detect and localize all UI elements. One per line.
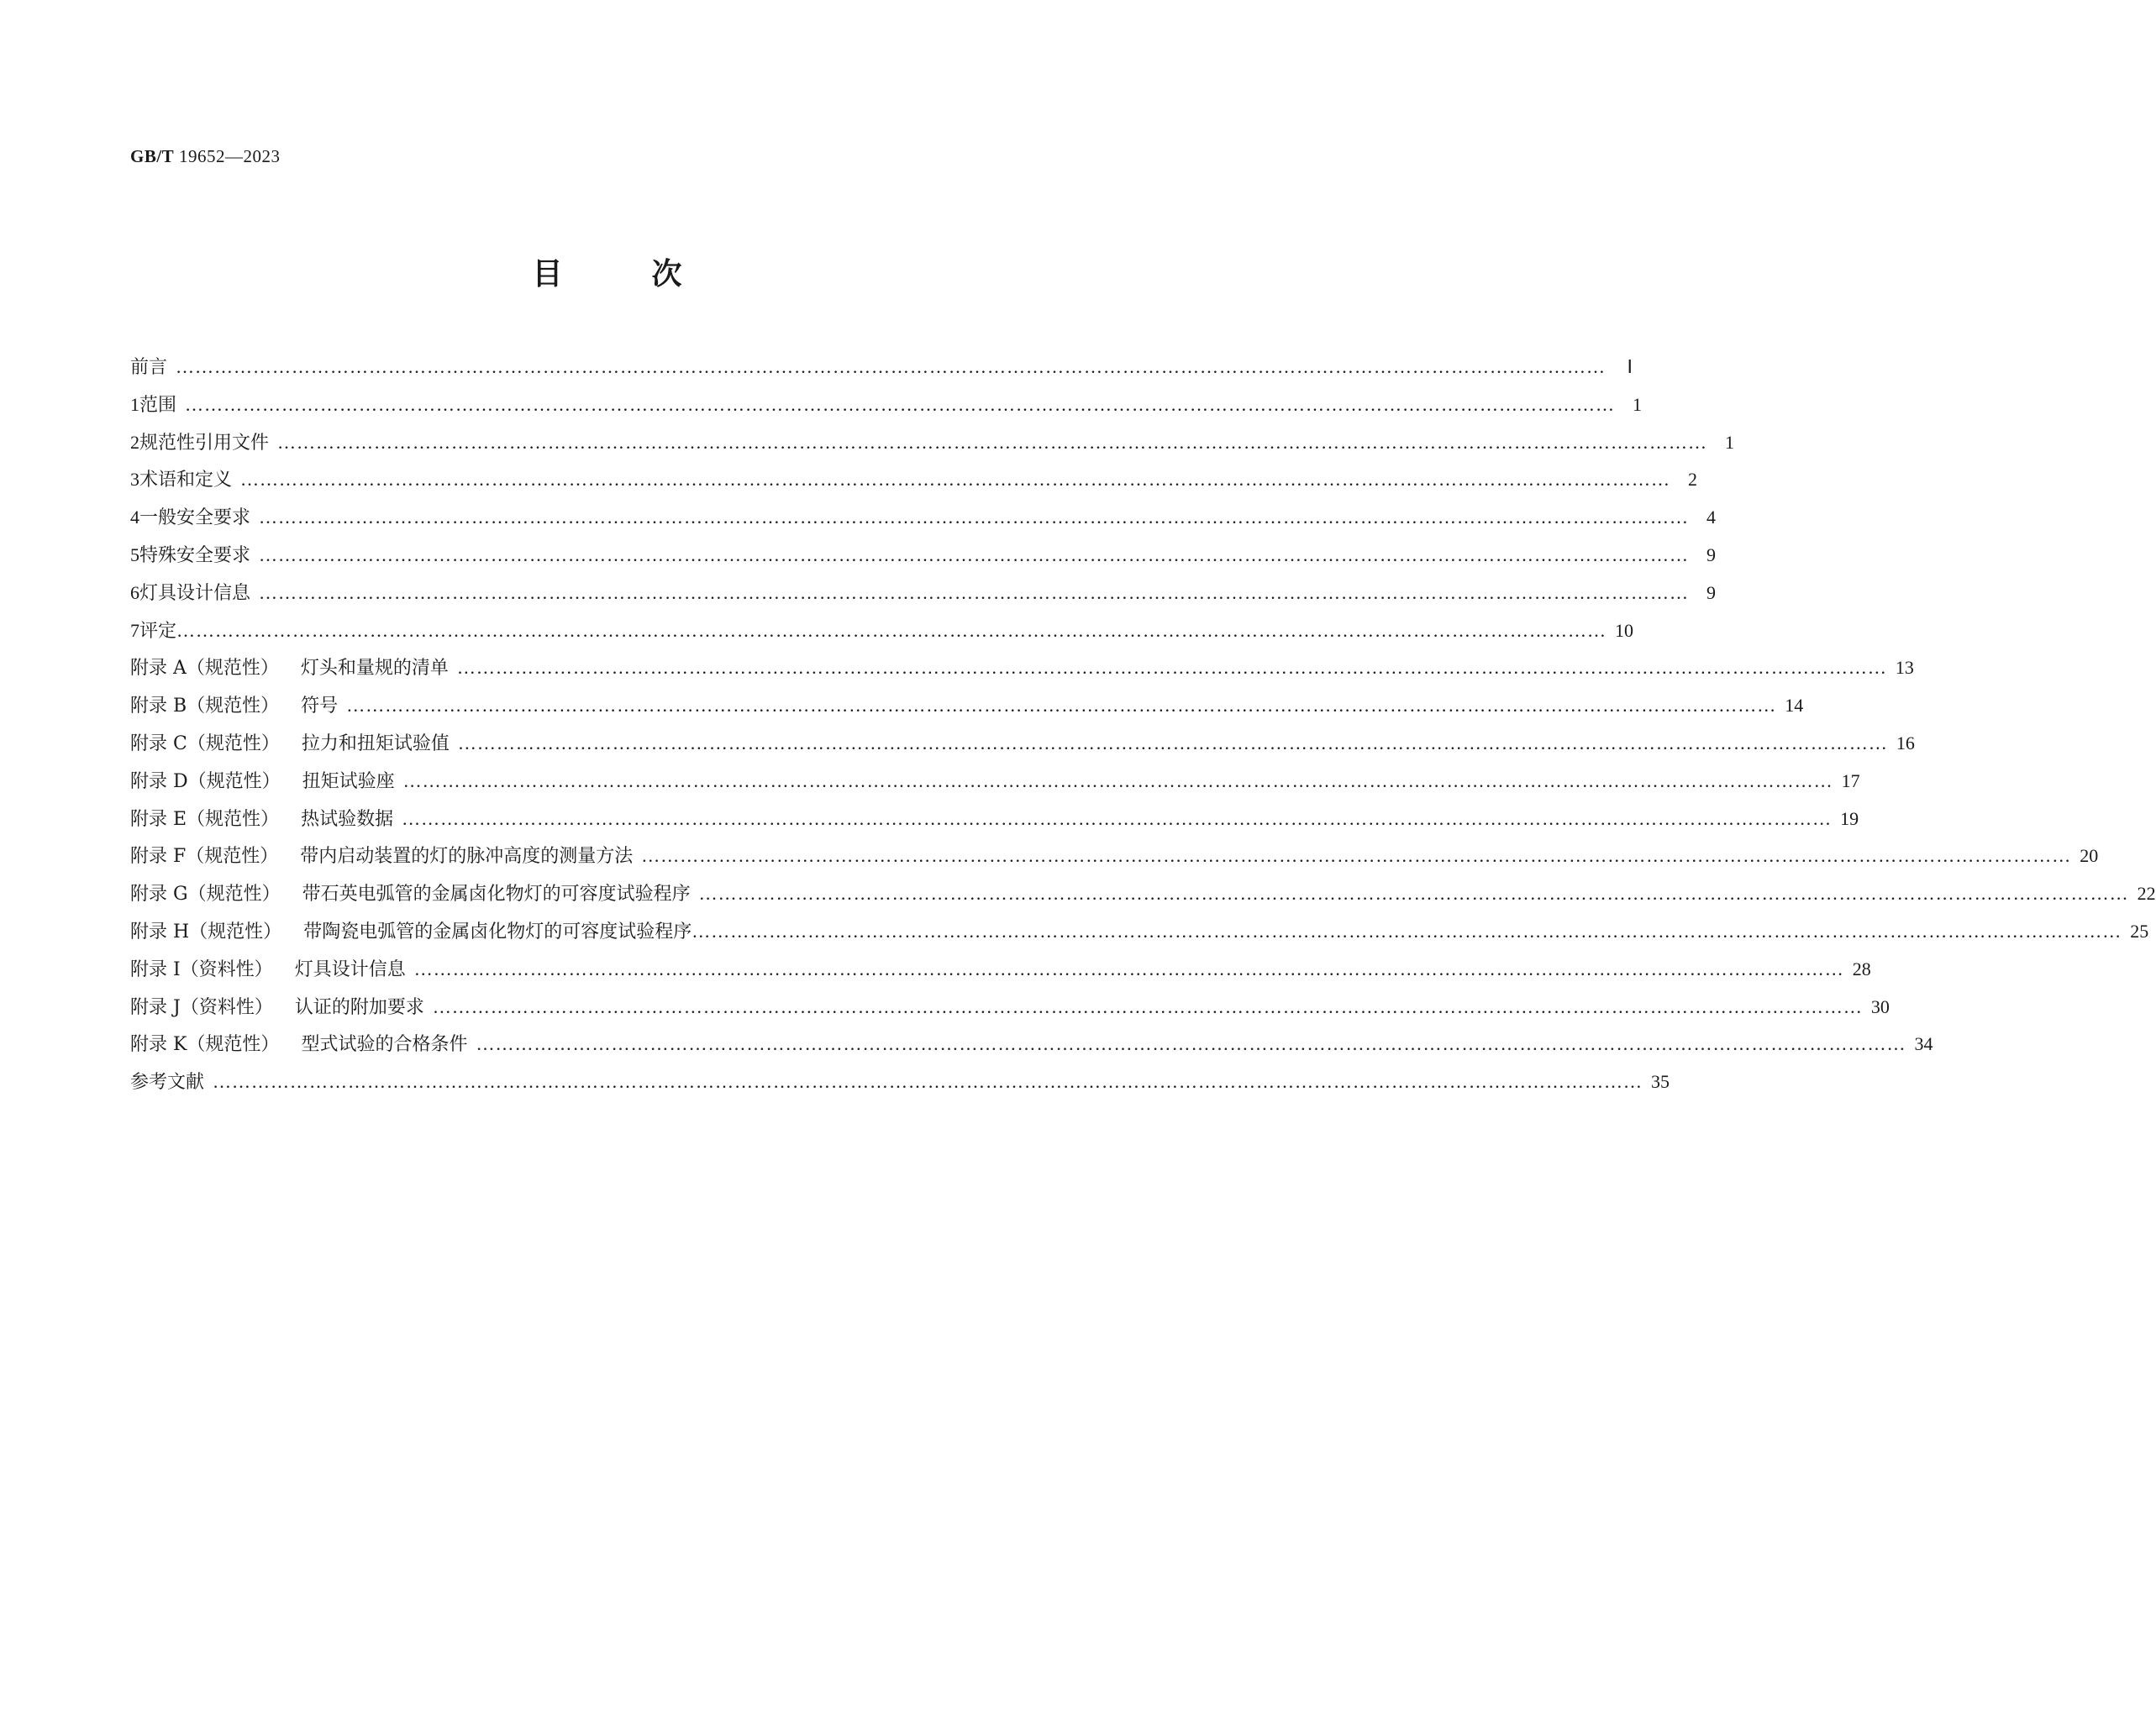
toc-label: 带内启动装置的灯的脉冲高度的测量方法	[300, 846, 634, 868]
toc-label: 灯具设计信息	[294, 958, 406, 980]
leader-dots: ……………………………………………………………………………………………………………………………………………………………………………………………………	[456, 657, 1887, 679]
leader-dots: ……………………………………………………………………………………………………………………………………………………………………………………………………	[240, 469, 1671, 491]
document-header	[130, 146, 280, 167]
toc-page-number: 30	[1870, 995, 1890, 1017]
toc-page-number: 9	[1706, 581, 1717, 603]
leader-dots: ……………………………………………………………………………………………………………………………………………………………………………………………………	[691, 920, 2122, 942]
toc-entry-annex-a[interactable]	[130, 649, 1914, 687]
leader-dots: ……………………………………………………………………………………………………………………………………………………………………………………………………	[432, 995, 1863, 1017]
toc-page-number: 13	[1895, 657, 1914, 679]
leader-dots: ……………………………………………………………………………………………………………………………………………………………………………………………………	[698, 883, 2129, 905]
toc-page-number: 4	[1706, 507, 1717, 528]
toc-entry-chapter-5[interactable]	[130, 537, 1717, 575]
toc-page-number: 1	[1633, 393, 1643, 415]
toc-entry-annex-e[interactable]	[130, 801, 1859, 838]
toc-entry-annex-f[interactable]	[130, 837, 2099, 875]
toc-page-number: 35	[1651, 1071, 1670, 1093]
annex-prefix: 附录 I（资料性）	[130, 958, 273, 980]
toc-entry-chapter-7[interactable]	[130, 612, 1634, 650]
toc-entry-chapter-3[interactable]	[130, 461, 1698, 499]
toc-page-number: Ⅰ	[1627, 356, 1633, 377]
annex-prefix: 附录 B（规范性）	[130, 696, 280, 717]
toc-entry-preface[interactable]	[130, 349, 1633, 386]
toc-number: 4	[130, 507, 139, 528]
annex-prefix: 附录 E（规范性）	[130, 808, 280, 830]
toc-label: 参考文献	[130, 1072, 205, 1094]
toc-label: 认证的附加要求	[294, 996, 424, 1018]
toc-label: 术语和定义	[139, 470, 233, 491]
toc-number: 2	[130, 431, 139, 453]
toc-label: 规范性引用文件	[139, 432, 270, 454]
toc-entry-chapter-1[interactable]	[130, 386, 1643, 424]
leader-dots: ……………………………………………………………………………………………………………………………………………………………………………………………………	[185, 393, 1616, 415]
toc-entry-annex-j[interactable]	[130, 989, 1890, 1027]
leader-dots: ……………………………………………………………………………………………………………………………………………………………………………………………………	[457, 732, 1888, 753]
leader-dots: ……………………………………………………………………………………………………………………………………………………………………………………………………	[176, 356, 1606, 377]
annex-prefix: 附录 J（资料性）	[130, 996, 273, 1018]
toc-label: 扭矩试验座	[302, 770, 395, 792]
toc-entry-annex-h[interactable]	[130, 913, 2149, 951]
toc-page-number: 10	[1615, 619, 1634, 641]
standard-number: 19652—2023	[178, 146, 281, 166]
toc-number: 3	[130, 469, 139, 491]
toc-page-number: 14	[1785, 695, 1804, 717]
leader-dots: ……………………………………………………………………………………………………………………………………………………………………………………………………	[259, 543, 1690, 565]
toc-label: 带石英电弧管的金属卤化物灯的可容度试验程序	[302, 884, 691, 906]
toc-label: 拉力和扭矩试验值	[301, 732, 450, 754]
toc-page-number: 16	[1896, 732, 1915, 753]
toc-page-number: 20	[2080, 845, 2099, 867]
toc-entry-chapter-2[interactable]	[130, 424, 1735, 462]
leader-dots: ……………………………………………………………………………………………………………………………………………………………………………………………………	[476, 1033, 1906, 1055]
annex-prefix: 附录 G（规范性）	[130, 884, 281, 906]
annex-prefix: 附录 D（规范性）	[130, 770, 281, 792]
toc-number: 1	[130, 393, 139, 415]
toc-entry-annex-g[interactable]	[130, 875, 2156, 913]
annex-prefix: 附录 C（规范性）	[130, 732, 280, 754]
annex-prefix: 附录 A（规范性）	[130, 658, 279, 680]
toc-number: 7	[130, 619, 139, 641]
toc-entry-annex-d[interactable]	[130, 763, 1860, 801]
leader-dots: ……………………………………………………………………………………………………………………………………………………………………………………………………	[259, 507, 1690, 528]
toc-page-number: 25	[2130, 920, 2149, 942]
toc-entry-chapter-4[interactable]	[130, 499, 1717, 537]
toc-number: 6	[130, 581, 139, 603]
toc-label: 一般安全要求	[139, 507, 251, 529]
leader-dots: ……………………………………………………………………………………………………………………………………………………………………………………………………	[641, 845, 2072, 867]
toc-label: 热试验数据	[301, 808, 394, 830]
toc-page-number: 2	[1688, 469, 1698, 491]
leader-dots: ……………………………………………………………………………………………………………………………………………………………………………………………………	[413, 958, 1844, 979]
toc-label: 灯具设计信息	[139, 582, 251, 604]
toc-page-number: 19	[1840, 807, 1859, 829]
toc-number: 5	[130, 543, 139, 565]
title-char-2: 次	[651, 257, 682, 291]
leader-dots: ……………………………………………………………………………………………………………………………………………………………………………………………………	[346, 695, 1777, 717]
toc-entry-annex-c[interactable]	[130, 725, 1915, 763]
toc-entry-bibliography[interactable]	[130, 1063, 1670, 1101]
toc-page-number: 1	[1725, 431, 1735, 453]
standard-code: GB/T	[130, 146, 175, 166]
toc-label: 型式试验的合格条件	[301, 1034, 468, 1056]
leader-dots: ……………………………………………………………………………………………………………………………………………………………………………………………………	[176, 619, 1607, 641]
leader-dots: ……………………………………………………………………………………………………………………………………………………………………………………………………	[277, 431, 1708, 453]
toc-label: 灯头和量规的清单	[300, 658, 449, 680]
toc-label: 评定	[139, 620, 177, 642]
leader-dots: ……………………………………………………………………………………………………………………………………………………………………………………………………	[213, 1071, 1643, 1093]
toc-page-number: 28	[1852, 958, 1871, 979]
annex-prefix: 附录 H（规范性）	[130, 921, 282, 943]
toc-entry-annex-i[interactable]	[130, 951, 1871, 989]
toc-label: 符号	[301, 696, 339, 717]
toc-page-number: 9	[1706, 543, 1717, 565]
toc-label: 范围	[139, 394, 177, 416]
toc-label: 前言	[130, 357, 168, 378]
page-title	[0, 250, 1214, 293]
leader-dots: ……………………………………………………………………………………………………………………………………………………………………………………………………	[402, 769, 1833, 791]
toc-entry-annex-k[interactable]	[130, 1026, 1933, 1063]
leader-dots: ……………………………………………………………………………………………………………………………………………………………………………………………………	[259, 581, 1690, 603]
leader-dots: ……………………………………………………………………………………………………………………………………………………………………………………………………	[402, 807, 1833, 829]
annex-prefix: 附录 F（规范性）	[130, 846, 279, 868]
toc-entry-chapter-6[interactable]	[130, 575, 1717, 612]
annex-prefix: 附录 K（规范性）	[130, 1034, 280, 1056]
toc-entry-annex-b[interactable]	[130, 687, 1804, 725]
toc-page-number: 17	[1841, 769, 1860, 791]
table-of-contents	[130, 349, 2156, 1101]
toc-label: 特殊安全要求	[139, 544, 251, 566]
toc-label: 带陶瓷电弧管的金属卤化物灯的可容度试验程序	[303, 921, 692, 943]
toc-page-number: 22	[2137, 883, 2156, 905]
title-char-1: 目	[532, 257, 563, 291]
toc-page-number: 34	[1914, 1033, 1933, 1055]
